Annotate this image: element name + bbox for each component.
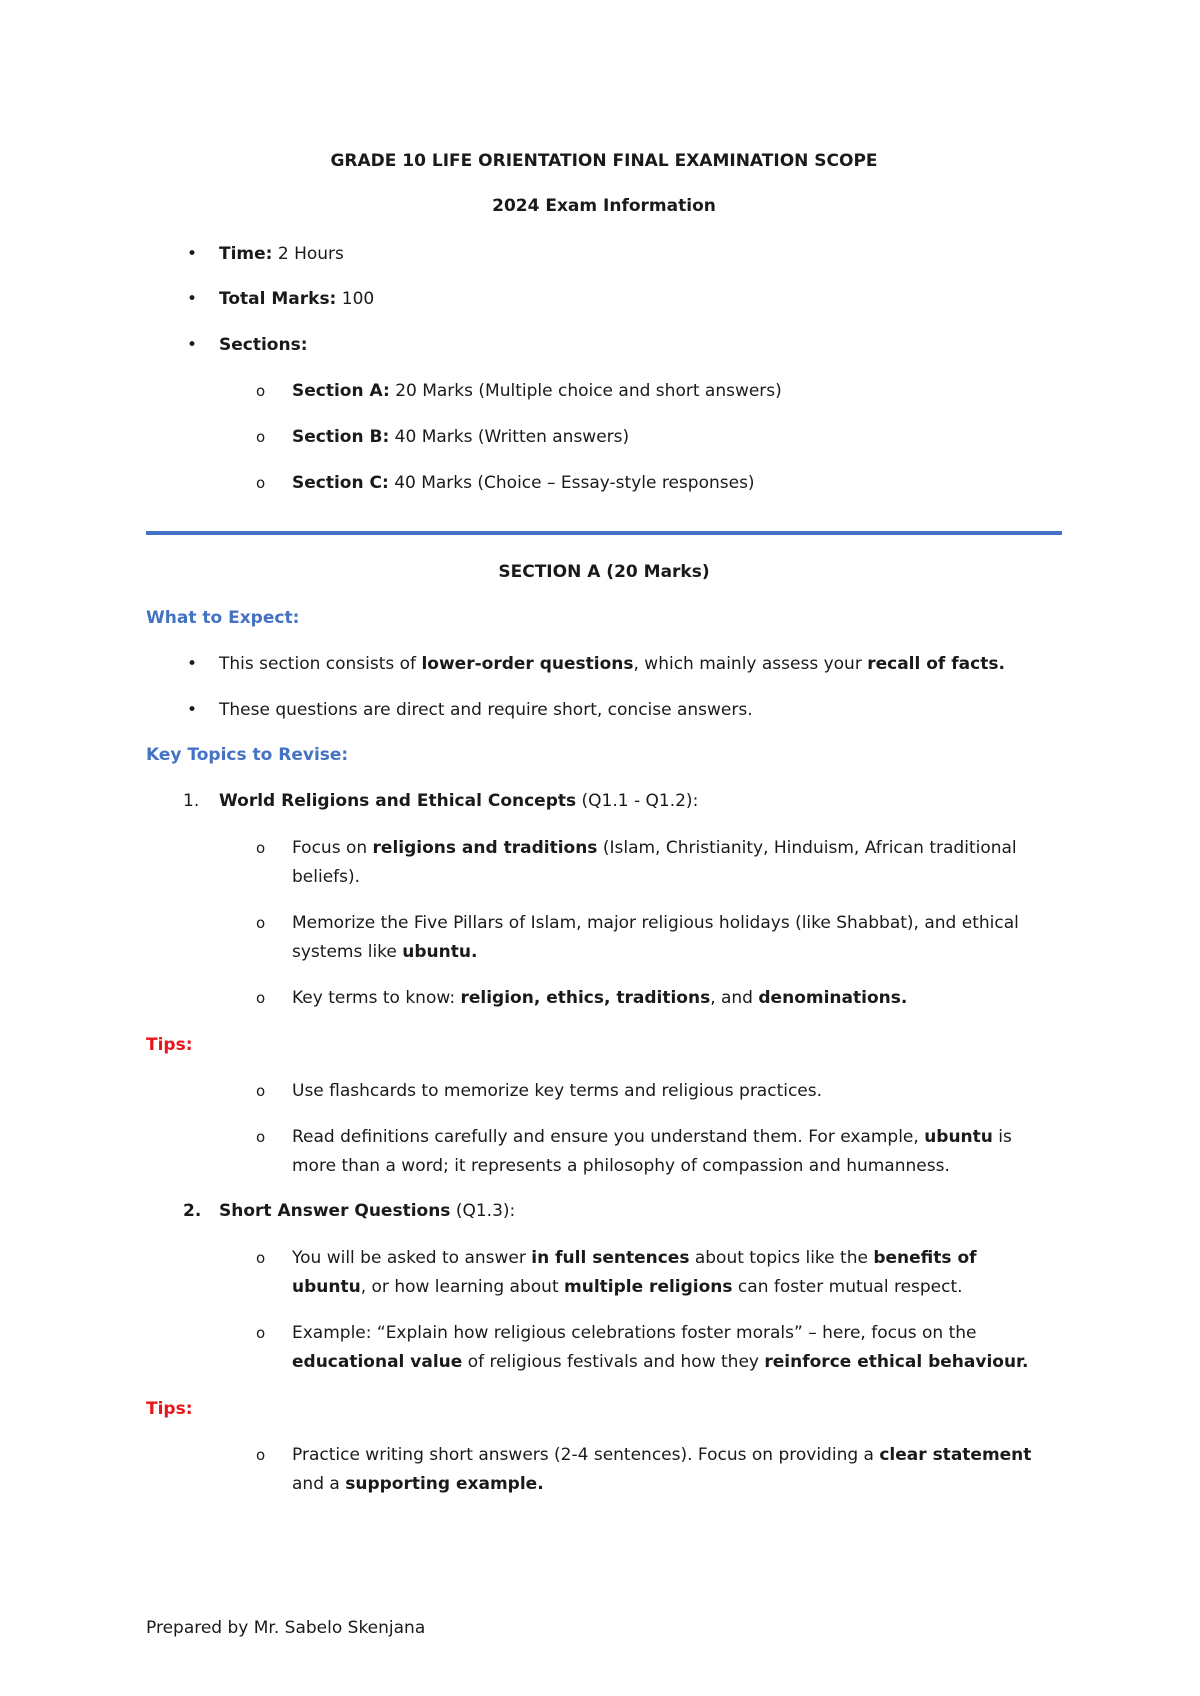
info-time: Time: 2 Hours xyxy=(219,244,344,264)
bullet-icon: • xyxy=(187,335,198,355)
topic-2-point-2: Example: “Explain how religious celebrations foster morals” – here, focus on the xyxy=(292,1323,977,1343)
tip-2-point-1: Practice writing short answers (2-4 sentences). Focus on providing a clear statement xyxy=(292,1445,1032,1465)
tip-2-point-1-cont: and a supporting example. xyxy=(292,1474,544,1494)
tip-1-point-2-cont: more than a word; it represents a philosophy of compassion and humanness. xyxy=(292,1156,950,1176)
section-a-info: Section A: 20 Marks (Multiple choice and short answers) xyxy=(292,381,782,401)
page-footer: Prepared by Mr. Sabelo Skenjana xyxy=(146,1618,426,1638)
bullet-icon: • xyxy=(187,289,198,309)
bullet-icon: • xyxy=(187,654,198,674)
sub-bullet-icon: o xyxy=(256,382,266,400)
key-topics-heading: Key Topics to Revise: xyxy=(146,745,349,765)
topic-1-point-3: Key terms to know: religion, ethics, traditions, and denominations. xyxy=(292,988,908,1008)
sub-bullet-icon: o xyxy=(256,839,266,857)
expect-item-2: These questions are direct and require short, concise answers. xyxy=(219,700,753,720)
bullet-icon: • xyxy=(187,244,198,264)
sub-bullet-icon: o xyxy=(256,428,266,446)
topic-2-point-2-cont: educational value of religious festivals and how they reinforce ethical behaviour. xyxy=(292,1352,1029,1372)
sub-bullet-icon: o xyxy=(256,914,266,932)
topic-number: 1. xyxy=(183,791,200,811)
topic-1-point-1-cont: beliefs). xyxy=(292,867,361,887)
sub-bullet-icon: o xyxy=(256,1446,266,1464)
topic-1-point-2-cont: systems like ubuntu. xyxy=(292,942,478,962)
topic-number: 2. xyxy=(183,1201,202,1221)
topic-2-point-1-cont: ubuntu, or how learning about multiple religions can foster mutual respect. xyxy=(292,1277,963,1297)
expect-item-1: This section consists of lower-order questions, which mainly assess your recall of facts. xyxy=(219,654,1005,674)
page-title: GRADE 10 LIFE ORIENTATION FINAL EXAMINATION SCOPE xyxy=(330,151,878,171)
sub-bullet-icon: o xyxy=(256,1082,266,1100)
sub-bullet-icon: o xyxy=(256,1249,266,1267)
horizontal-divider xyxy=(146,531,1062,535)
tips-label: Tips: xyxy=(146,1035,193,1055)
bullet-icon: • xyxy=(187,700,198,720)
section-a-heading: SECTION A (20 Marks) xyxy=(498,562,710,582)
topic-1-point-1: Focus on religions and traditions (Islam, Christianity, Hinduism, African traditional xyxy=(292,838,1017,858)
info-sections-label: Sections: xyxy=(219,335,308,355)
tip-1-point-1: Use flashcards to memorize key terms and religious practices. xyxy=(292,1081,823,1101)
topic-1-title: World Religions and Ethical Concepts (Q1.1 - Q1.2): xyxy=(219,791,699,811)
topic-1-point-2: Memorize the Five Pillars of Islam, major religious holidays (like Shabbat), and ethical xyxy=(292,913,1019,933)
topic-2-title: Short Answer Questions (Q1.3): xyxy=(219,1201,516,1221)
page-subtitle: 2024 Exam Information xyxy=(492,196,716,216)
sub-bullet-icon: o xyxy=(256,1128,266,1146)
what-to-expect-heading: What to Expect: xyxy=(146,608,300,628)
info-total-marks: Total Marks: 100 xyxy=(219,289,375,309)
sub-bullet-icon: o xyxy=(256,989,266,1007)
sub-bullet-icon: o xyxy=(256,474,266,492)
tip-1-point-2: Read definitions carefully and ensure you understand them. For example, ubuntu is xyxy=(292,1127,1012,1147)
tips-label: Tips: xyxy=(146,1399,193,1419)
sub-bullet-icon: o xyxy=(256,1324,266,1342)
section-b-info: Section B: 40 Marks (Written answers) xyxy=(292,427,630,447)
topic-2-point-1: You will be asked to answer in full sentences about topics like the benefits of xyxy=(292,1248,977,1268)
section-c-info: Section C: 40 Marks (Choice – Essay-style responses) xyxy=(292,473,755,493)
